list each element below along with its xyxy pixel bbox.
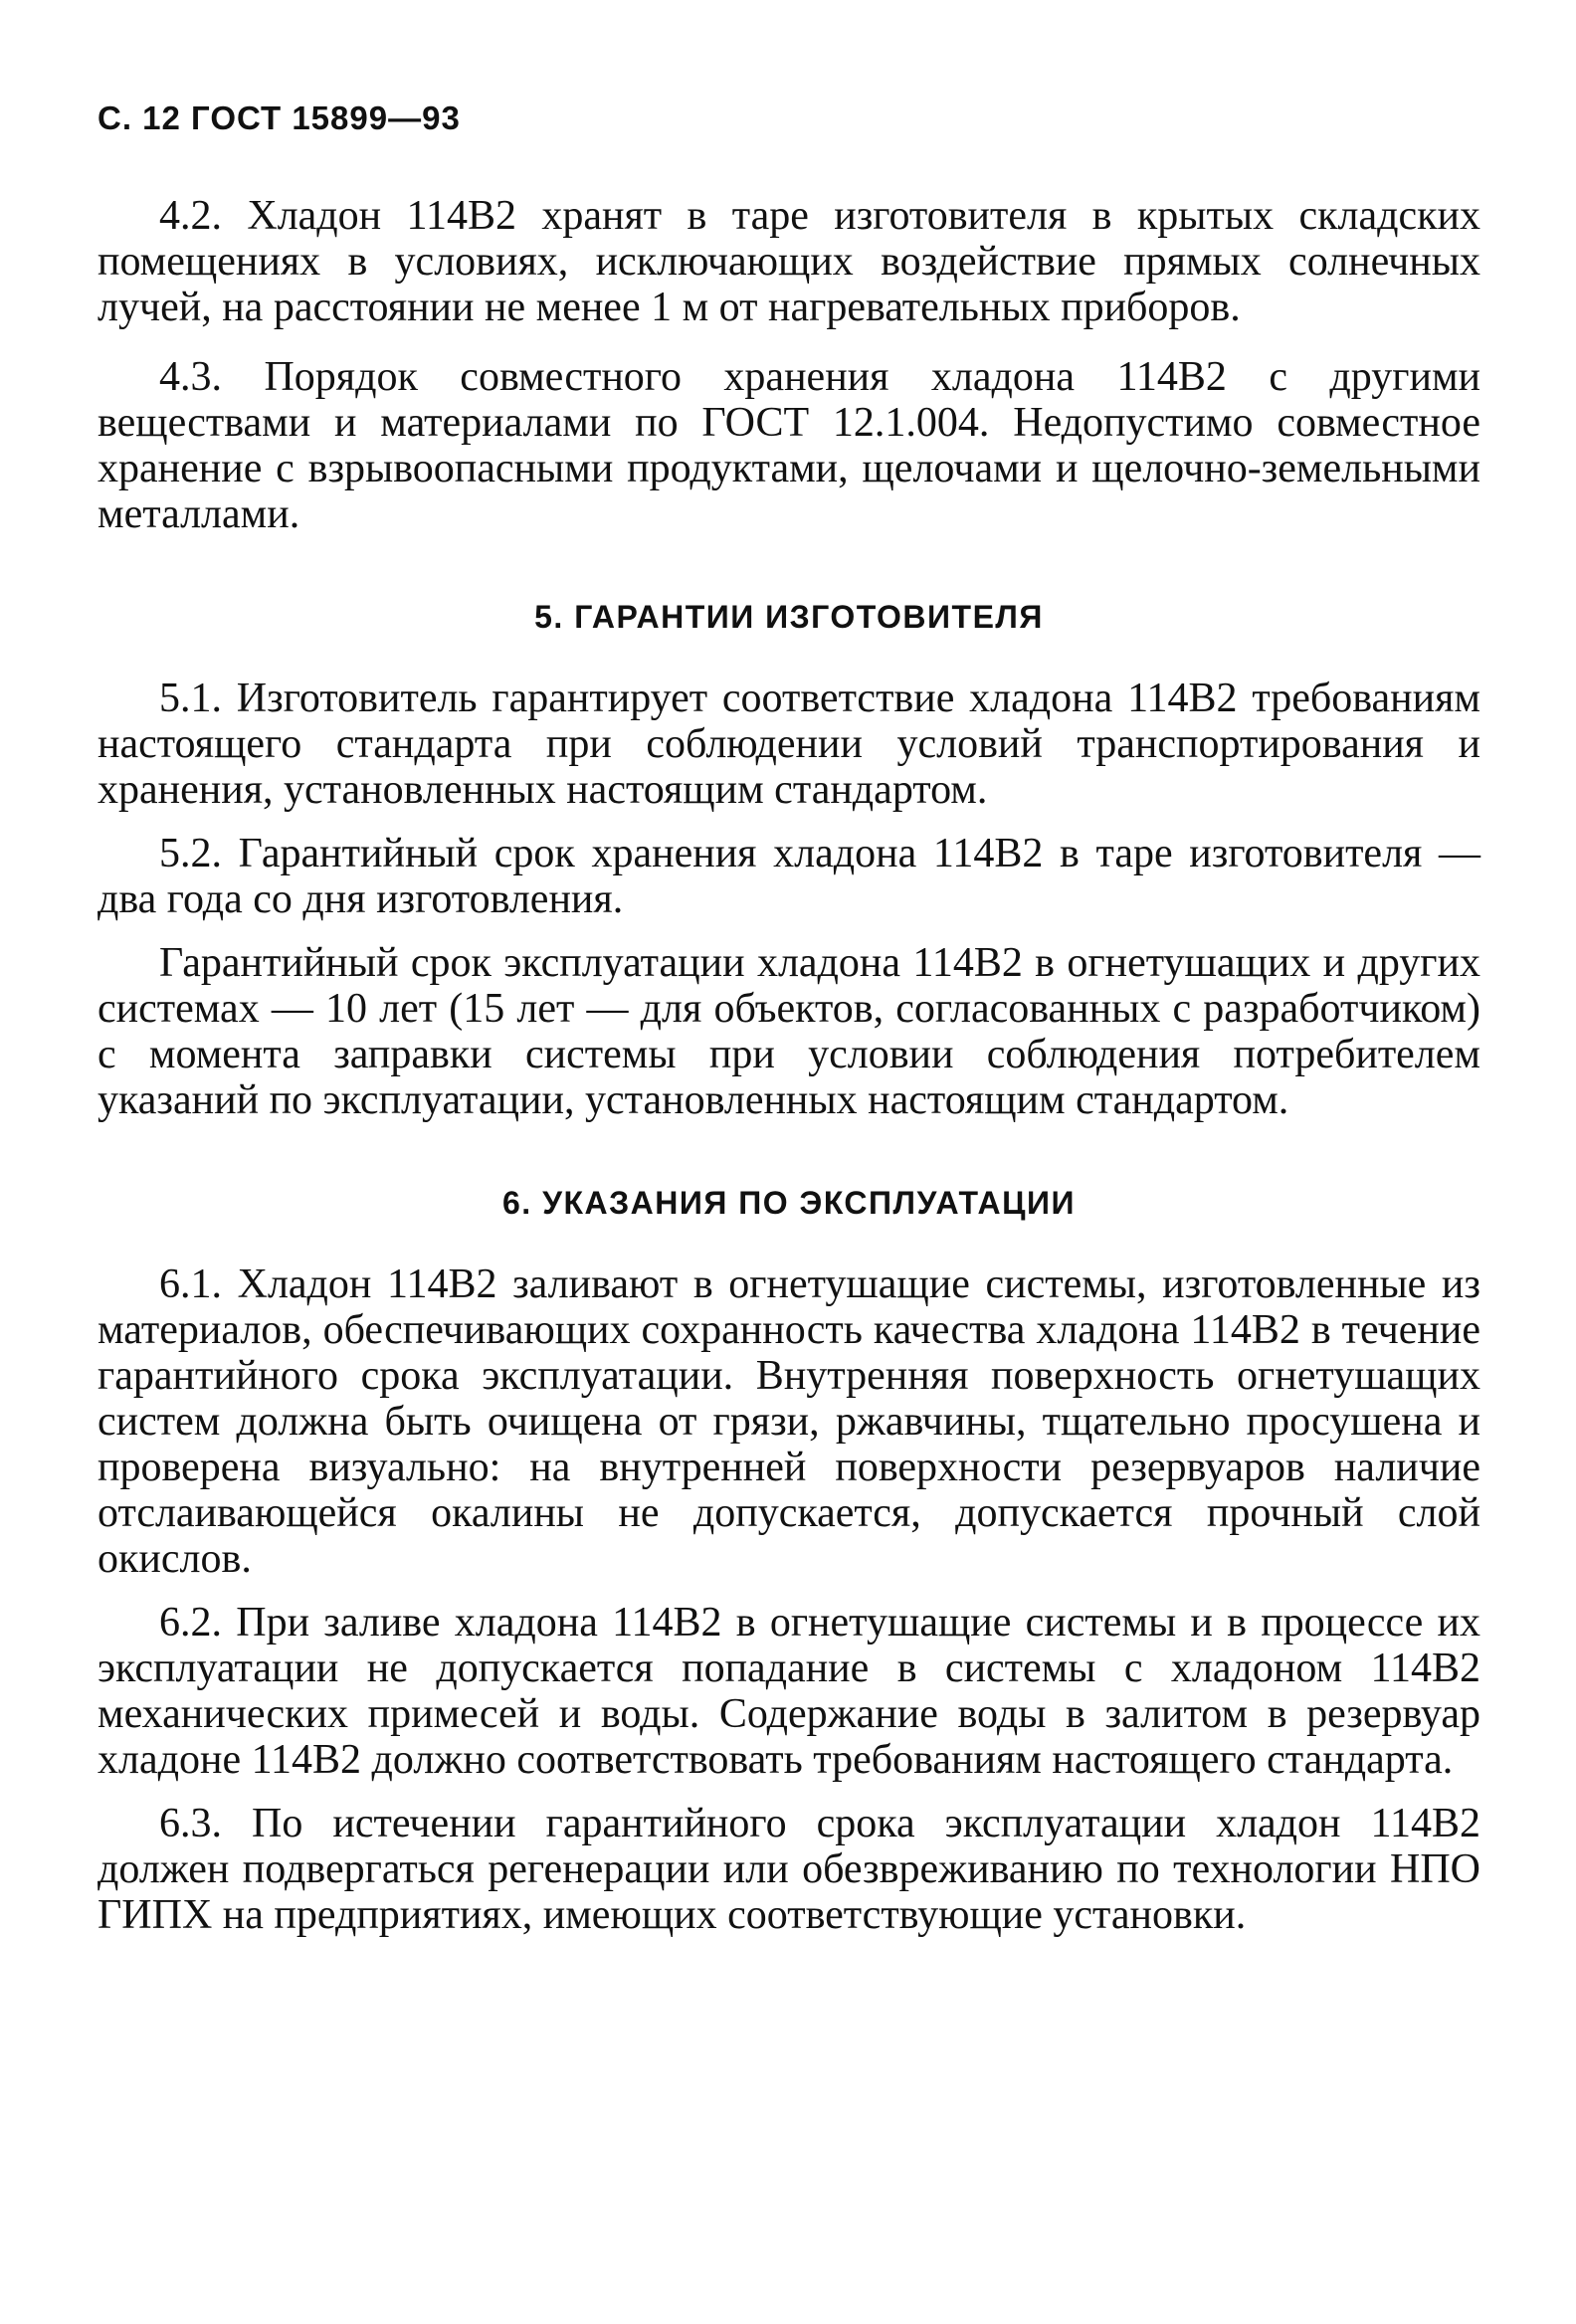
document-page: [98, 99, 1480, 1962]
paragraph-4-2: 4.2. Хладон 114В2 хранят в таре изготовителя в крытых складских помещениях в условиях, исключающих воздействие прямых солнечных лучей, на расстоянии не менее 1 м от нагревательных приборов.: [98, 193, 1480, 330]
paragraph-6-2: 6.2. При заливе хладона 114В2 в огнетушащие системы и в процессе их эксплуатации не допускается попадание в системы с хладоном 114В2 механических примесей и воды. Содержание воды в залитом в резервуар хладоне 114В2 должно соответствовать требованиям настоящего стандарта.: [98, 1600, 1480, 1783]
running-head: С. 12 ГОСТ 15899—93: [98, 99, 461, 136]
paragraph-5-1: 5.1. Изготовитель гарантирует соответствие хладона 114В2 требованиям настоящего стандарта при соблюдении условий транспортирования и хранения, установленных настоящим стандартом.: [98, 676, 1480, 813]
paragraph-4-3: 4.3. Порядок совместного хранения хладона 114В2 с другими веществами и материалами по ГОСТ 12.1.004. Недопустимо совместное хранение с взрывоопасными продуктами, щелочами и щелочно-земельными металлами.: [98, 354, 1480, 537]
section-5-heading: 5. ГАРАНТИИ ИЗГОТОВИТЕЛЯ: [534, 599, 1044, 635]
paragraph-5-2: 5.2. Гарантийный срок хранения хладона 114В2 в таре изготовителя — два года со дня изготовления.: [98, 831, 1480, 922]
paragraph-6-1: 6.1. Хладон 114В2 заливают в огнетушащие системы, изготовленные из материалов, обеспечивающих сохранность качества хладона 114В2 в течение гарантийного срока эксплуатации. Внутренняя поверхность огнетушащих систем должна быть очищена от грязи, ржавчины, тщательно просушена и проверена визуально: на внутренней поверхности резервуаров наличие отслаивающейся окалины не допускается, допускается прочный слой окислов.: [98, 1261, 1480, 1582]
paragraph-5-2-warranty: Гарантийный срок эксплуатации хладона 114В2 в огнетушащих и других системах — 10 лет (15 лет — для объектов, согласованных с разработчиком) с момента заправки системы при условии соблюдения потребителем указаний по эксплуатации, установленных настоящим стандартом.: [98, 940, 1480, 1123]
section-6-heading: 6. УКАЗАНИЯ ПО ЭКСПЛУАТАЦИИ: [501, 1185, 1077, 1221]
paragraph-6-3: 6.3. По истечении гарантийного срока эксплуатации хладон 114В2 должен подвергаться регенерации или обезвреживанию по технологии НПО ГИПХ на предприятиях, имеющих соответствующие установки.: [98, 1801, 1480, 1938]
